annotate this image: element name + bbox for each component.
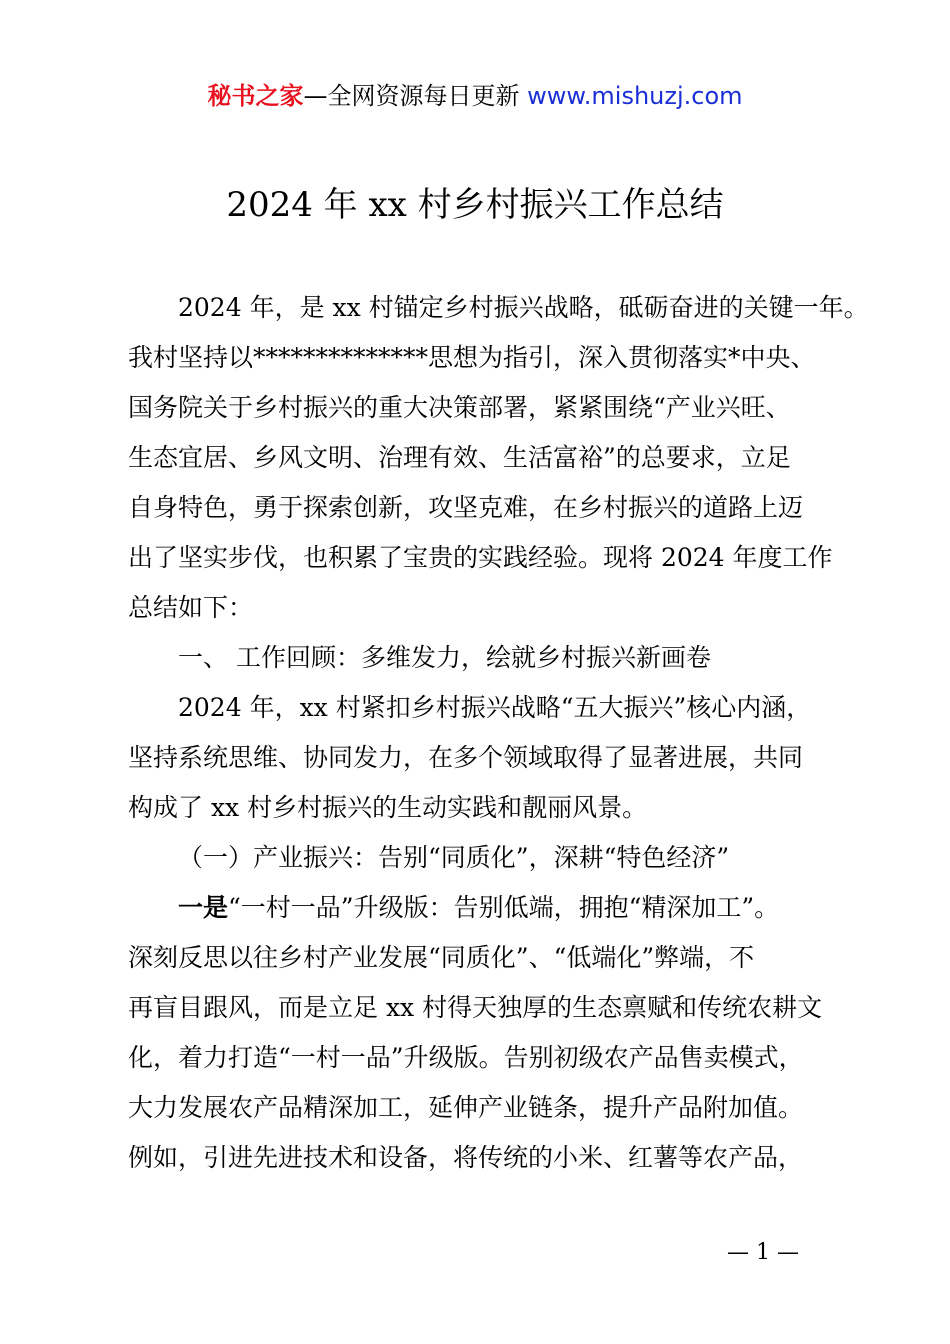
header-slogan: —全网资源每日更新 xyxy=(303,82,520,110)
paragraph-line: 化，着力打造“一村一品”升级版。告别初级农产品售卖模式， xyxy=(128,1043,804,1072)
paragraph-line: 自身特色，勇于探索创新，攻坚克难，在乡村振兴的道路上迈 xyxy=(128,493,804,522)
paragraph-line: 出了坚实步伐，也积累了宝贵的实践经验。现将 2024 年度工作 xyxy=(128,543,833,572)
bold-lead-text: 一是 xyxy=(178,893,229,922)
paragraph-line: 国务院关于乡村振兴的重大决策部署，紧紧围绕“产业兴旺、 xyxy=(128,393,791,422)
paragraph-line: 2024 年，是 xx 村锚定乡村振兴战略，砥砺奋进的关键一年。 xyxy=(178,293,869,322)
section-heading: 一、 工作回顾：多维发力，绘就乡村振兴新画卷 xyxy=(178,643,711,672)
paragraph-line: 我村坚持以**************思想为指引，深入贯彻落实*中央、 xyxy=(128,343,816,372)
brand-name: 秘书之家 xyxy=(207,82,304,110)
paragraph-line: 总结如下： xyxy=(128,593,254,622)
paragraph-line: 深刻反思以往乡村产业发展“同质化”、“低端化”弊端，不 xyxy=(128,943,755,972)
paragraph-line: 大力发展农产品精深加工，延伸产业链条，提升产品附加值。 xyxy=(128,1093,804,1122)
subsection-heading: （一）产业振兴：告别“同质化”，深耕“特色经济” xyxy=(178,843,730,872)
page-number: — 1 — xyxy=(727,1240,799,1265)
document-body xyxy=(128,283,869,1183)
paragraph-line xyxy=(128,883,844,933)
paragraph-line-text: “一村一品”升级版：告别低端，拥抱“精深加工”。 xyxy=(228,893,780,922)
paragraph-line: 生态宜居、乡风文明、治理有效、生活富裕”的总要求，立足 xyxy=(128,443,791,472)
paragraph-line: 再盲目跟风，而是立足 xx 村得天独厚的生态禀赋和传统农耕文 xyxy=(128,993,823,1022)
paragraph-line: 2024 年，xx 村紧扣乡村振兴战略“五大振兴”核心内涵， xyxy=(178,693,812,722)
document-title: 2024 年 xx 村乡村振兴工作总结 xyxy=(226,185,724,225)
header-banner xyxy=(0,80,950,112)
paragraph-line: 构成了 xx 村乡村振兴的生动实践和靓丽风景。 xyxy=(128,793,648,822)
paragraph-line: 坚持系统思维、协同发力，在多个领域取得了显著进展，共同 xyxy=(128,743,804,772)
paragraph-line: 例如，引进先进技术和设备，将传统的小米、红薯等农产品， xyxy=(128,1143,804,1172)
site-url-link[interactable]: www.mishuzj.com xyxy=(527,82,743,110)
